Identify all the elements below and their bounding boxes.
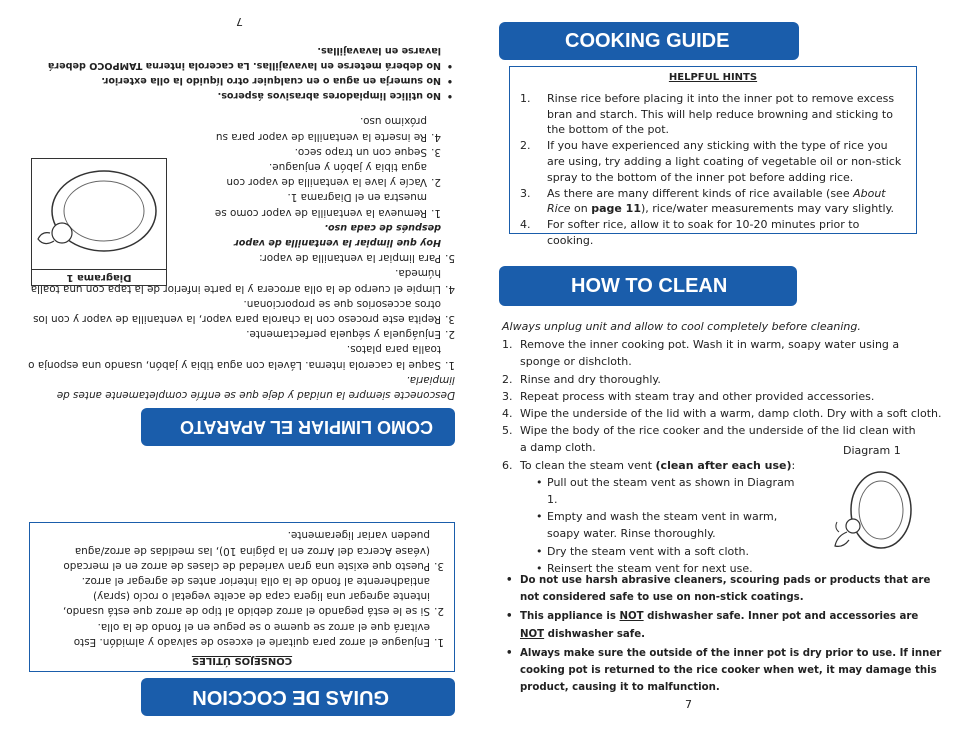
clean-step-6: 6. To clean the steam vent (clean after each use): [502,458,796,472]
vent-step: 1. Remueva la ventanilla de vapor como se muestra en el Diagrama 1. [214,191,441,219]
rice-cooker-lid-diagram [32,161,166,269]
vent-sub-step: • Pull out the steam vent as shown in Diagram 1. [536,475,795,507]
diagram-label: Diagram 1 [843,444,901,457]
english-page [477,0,954,738]
hint-item: 4. For softer rice, allow it to soak for 10-20 minutes prior to cooking. [520,218,860,247]
guias-title-banner [141,678,455,716]
warning-item: • Do not use harsh abrasive cleaners, scouring pads or products that are not considered safe to use on non-stick coatings. [506,575,931,604]
vent-step: 4. Re inserte la ventanilla de vapor para su próximo uso. [215,115,441,143]
clean-step: 2. Rinse and dry thoroughly. [502,372,661,386]
vent-sub-step: • Reinsert the steam vent for next use. [536,561,753,575]
rice-cooker-lid-diagram [833,462,913,554]
guias-title: GUIAS DE COCCION [192,686,389,709]
consejo-item: 2. Si se le está pegando el arroz debido al tipo de arroz que está usando, intente agregar una ligera capa de aceite vegetal o rocío (spray) antiadherente al fondo de la olla interior antes de agregar el arroz. [62,574,444,618]
clean-step: 5. Wipe the body of the rice cooker and the underside of the lid clean with a damp cloth. [502,424,916,455]
vent-step: 2. Vacíe y lave la ventanilla de vapor con agua tibia y jabón y enjuague. [226,160,441,189]
como-limpiar-banner [141,408,455,446]
aviso-item: • No utilice limpiadores abrasivos ásperos. [217,90,453,102]
como-intro: Desconecte siempre la unidad y deje que se enfríe completamente antes de limpiarla. [56,373,455,401]
helpful-hints-title: HELPFUL HINTS [668,72,758,83]
cooking-guide-banner [499,22,799,60]
page-number-left: 7 [236,15,243,28]
consejo-item: 3. Puesto que existe una gran variedad de clases de arroz en el mercado (véase Acerca del Arroz en la página 10), las medidas de arroz/agua pueden variar ligeramente. [63,529,444,572]
consejo-item: 1. Enjuague el arroz para quitarle el exceso de salvado y almidón. Esto evitará que el arroz se queme o se pegue en el fondo de la olla. [73,620,444,648]
clean-step: 3. Repeat process with steam tray and other provided accessories. [502,389,875,403]
clean-step: 1. Remove the inner cooking pot. Wash it in warm, soapy water using a sponge or dishcloth. [502,338,900,369]
diagrama-box [31,158,167,286]
how-to-clean-banner [499,266,797,306]
vent-step: 3. Seque con un trapo seco. [294,145,441,158]
como-step: 1. Saque la cacerola interna. Lávela con agua tibia y jabón, usando una esponja o toalla para platos. [28,343,455,371]
helpful-hints-box [509,66,917,247]
consejos-box [29,522,455,672]
como-step: 2. Enjuáguela y séquela perfectamente. [246,328,455,341]
vent-sub-step: • Dry the steam vent with a soft cloth. [536,544,750,558]
como-step: 4. Limpie el cuerpo de la olla arrocera y la parte inferior de la tapa con una toalla húmeda. [30,267,455,295]
vent-sub-step: • Empty and wash the steam vent in warm, soapy water. Rinse thoroughly. [536,510,778,541]
diagrama-label: Diagrama 1 [32,269,166,285]
hint-item: 1. Rinse rice before placing it into the inner pot to remove excess bran and starch. This will help reduce browning and sticking to the bottom of the pot. [520,91,895,137]
cooking-guide-title: COOKING GUIDE [565,29,730,52]
how-to-clean-title: HOW TO CLEAN [571,274,728,297]
cleaning-warnings [502,572,942,696]
warning-item: • This appliance is NOT dishwasher safe. Inner pot and accessories are NOT dishwasher safe. [506,611,919,640]
hint-item: 2. If you have experienced any sticking with the type of rice you are using, try adding a light coating of vegetable oil or non-stick spray to the bottom of the inner pot before adding rice. [520,139,902,184]
hint-item: 3. As there are many different kinds of rice available (see About Rice on page 11), rice/water measurements may vary slightly. [520,186,895,216]
como-title: COMO LIMPIAR EL APARATO [179,417,433,438]
vent-heading: Hoy que limpiar la ventanilla de vapor después de cada uso. [234,221,441,248]
consejos-title: CONSEJOS ÚTILES [191,655,293,666]
aviso-item: • No deberá meterse en lavavajillas. La cacerola interna TAMPOCO deberá lavarse en lavavajillas. [47,44,453,71]
como-step: 3. Repita este proceso con la charola para vapor, la ventanilla de vapor y con los otros accesorios que se proporcionan. [33,297,455,325]
como-step: 5. Para limpiar la ventanilla de vapor: [259,252,455,265]
clean-intro: Always unplug unit and allow to cool completely before cleaning. [502,320,861,333]
warning-item: • Always make sure the outside of the inner pot is dry prior to use. If inner cooking pot is returned to the rice cooker when wet, it may damage this product, causing it to malfunction. [506,647,942,694]
clean-step: 4. Wipe the underside of the lid with a warm, damp cloth. Dry with a soft cloth. [502,407,942,421]
page-number-right: 7 [685,698,692,711]
aviso-item: • No sumerja en agua o en cualquier otro líquido la olla exterior. [101,74,453,86]
